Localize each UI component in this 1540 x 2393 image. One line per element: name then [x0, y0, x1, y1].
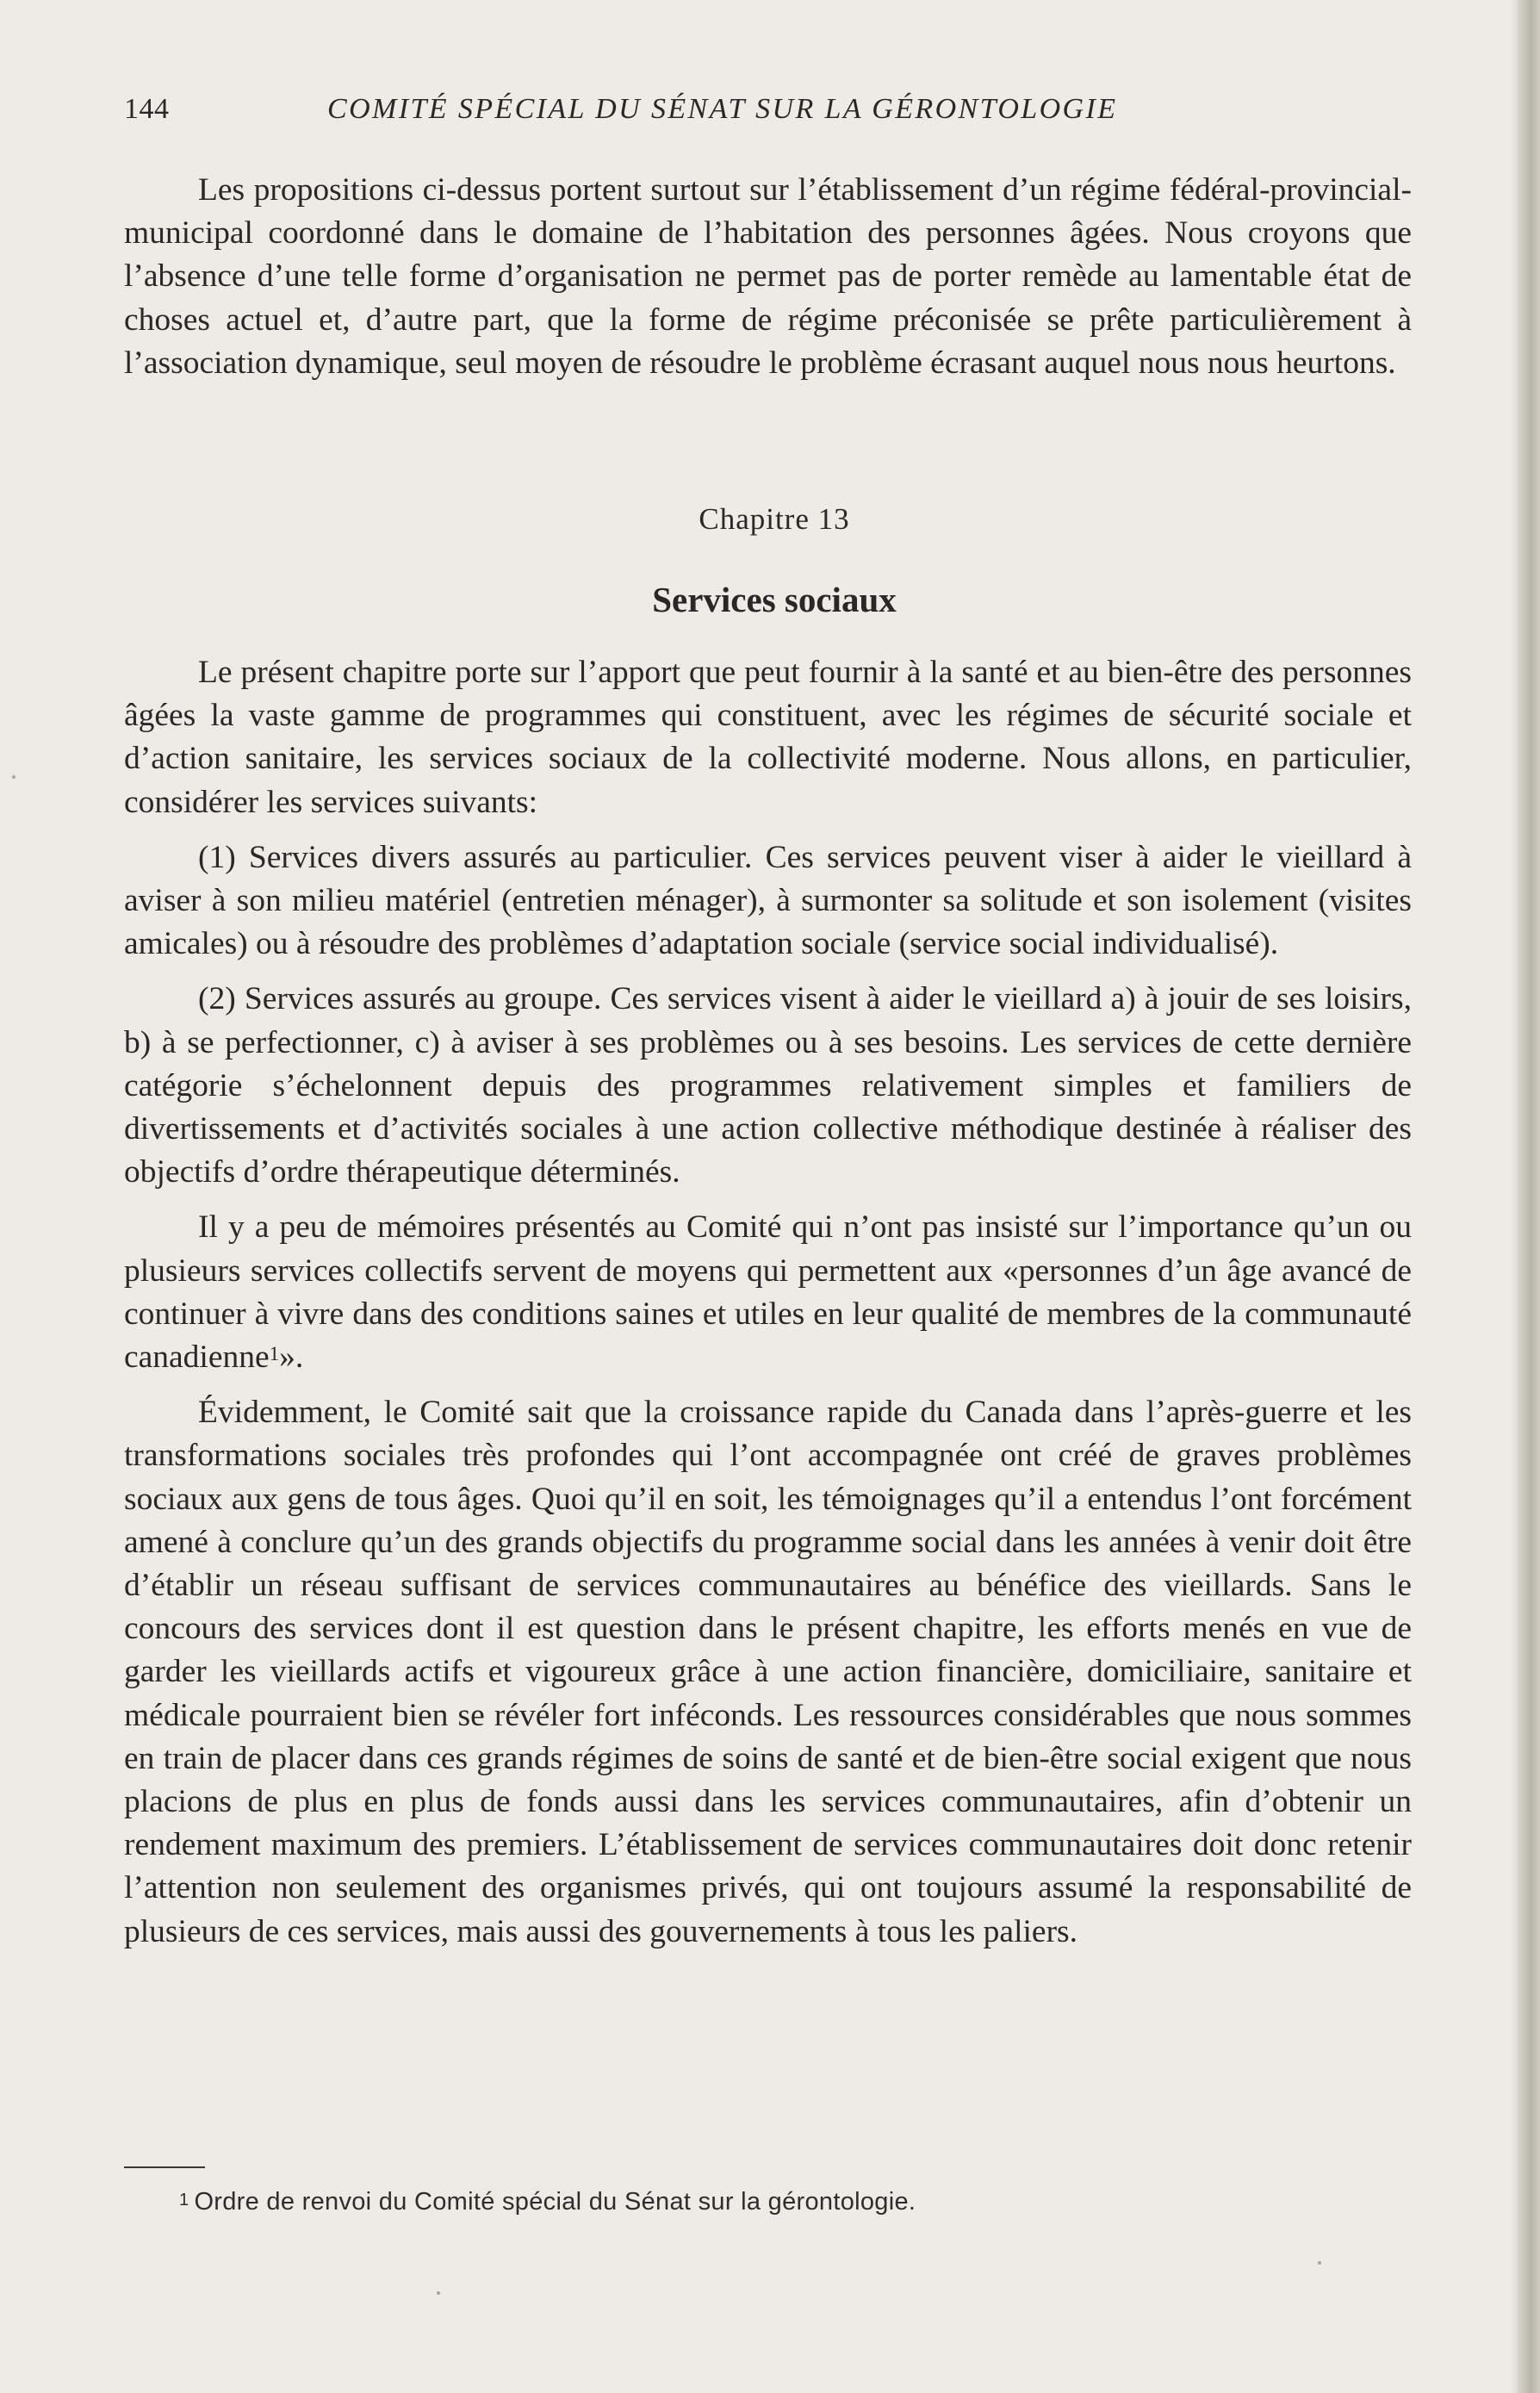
body-paragraph: Évidemment, le Comité sait que la croissance rapide du Canada dans l’après-guerre et les transformations sociales très profondes qui l’ont accompagnée ont créé de graves problèmes sociaux aux gens de tous âges. Quoi qu’il en soit, les témoignages qu’il a entendus l’ont forcément amené à conclure qu’un des grands objectifs du programme social dans les années à venir doit être d’établir un réseau suffisant de services communautaires au bénéfice des vieillards. Sans le concours des services dont il est question dans le présent chapitre, les efforts menés en vue de garder les vieillards actifs et vigoureux grâce à une action financière, domiciliaire, sanitaire et médicale pourraient bien se révéler fort inféconds. Les ressources considérables que nous sommes en train de placer dans ces grands régimes de soins de santé et de bien-être social exigent que nous placions de plus en plus de fonds aussi dans les services communautaires, afin d’obtenir un rendement maximum des premiers. L’établissement de services communautaires doit donc retenir l’attention non seulement des organismes privés, qui ont toujours assumé la responsabilité de plusieurs de ces services, mais aussi des gouvernements à tous les paliers. — [124, 1395, 1412, 1949]
body-paragraph: (1) Services divers assurés au particulier. Ces services peuvent viser à aider le vieillard à aviser à son milieu matériel (entretien ménager), à surmonter sa solitude et son isolement (visites amicales) ou à résoudre des problèmes d’adaptation sociale (service social individualisé). — [124, 839, 1412, 962]
chapter-body — [124, 651, 1412, 1954]
footnote-text: Ordre de renvoi du Comité spécial du Sénat sur la gérontologie. — [194, 2188, 916, 2216]
footnote — [179, 2185, 1385, 2218]
page-number: 144 — [124, 93, 170, 125]
running-head-title: COMITÉ SPÉCIAL DU SÉNAT SUR LA GÉRONTOLOGIE — [327, 93, 1118, 125]
chapter-label: Chapitre 13 — [699, 502, 850, 536]
intro-section — [124, 169, 1412, 385]
chapter-title: Services sociaux — [652, 580, 897, 619]
body-paragraph: (2) Services assurés au groupe. Ces services visent à aider le vieillard a) à jouir de ses loisirs, b) à se perfectionner, c) à aviser à ses problèmes ou à ses besoins. Les services de cette dernière catégorie s’échelonnent depuis des programmes relativement simples et familiers de divertissements et d’activités sociales à une action collective méthodique destinée à réaliser des objectifs d’ordre thérapeutique déterminés. — [124, 981, 1412, 1190]
footnote-reference[interactable]: 1 — [269, 1343, 280, 1365]
body-paragraph-with-footnote — [124, 1206, 1412, 1379]
running-header — [124, 93, 1412, 134]
paper-speck — [12, 775, 16, 779]
quote-end: ». — [279, 1339, 304, 1376]
paper-speck — [437, 2291, 440, 2295]
footnote-divider — [124, 2166, 205, 2168]
paper-speck — [1318, 2261, 1321, 2265]
page-edge — [1518, 0, 1540, 2393]
intro-paragraph: Les propositions ci-dessus portent surtout sur l’établissement d’un régime fédéral-provincial-municipal coordonné dans le domaine de l’habitation des personnes âgées. Nous croyons que l’absence d’une telle forme d’organisation ne permet pas de porter remède au lamentable état de choses actuel et, d’autre part, que la forme de régime préconisée se prête particulièrement à l’association dynamique, seul moyen de résoudre le problème écrasant auquel nous nous heurtons. — [124, 172, 1412, 381]
page-gutter-shadow — [1509, 0, 1518, 2393]
body-paragraph-text: Il y a peu de mémoires présentés au Comité qui n’ont pas insisté sur l’importance qu’un ou plusieurs services collectifs servent de moyens qui permettent aux «personnes d’un âge avancé de continuer à vivre dans des conditions saines et utiles en leur qualité de membres de la communauté canadienne — [124, 1209, 1412, 1376]
footnote-marker: 1 — [179, 2191, 189, 2210]
body-paragraph: Le présent chapitre porte sur l’apport que peut fournir à la santé et au bien-être des personnes âgées la vaste gamme de programmes qui constituent, avec les régimes de sécurité sociale et d’action sanitaire, les services sociaux de la collectivité moderne. Nous allons, en particulier, considérer les services suivants: — [124, 655, 1412, 820]
